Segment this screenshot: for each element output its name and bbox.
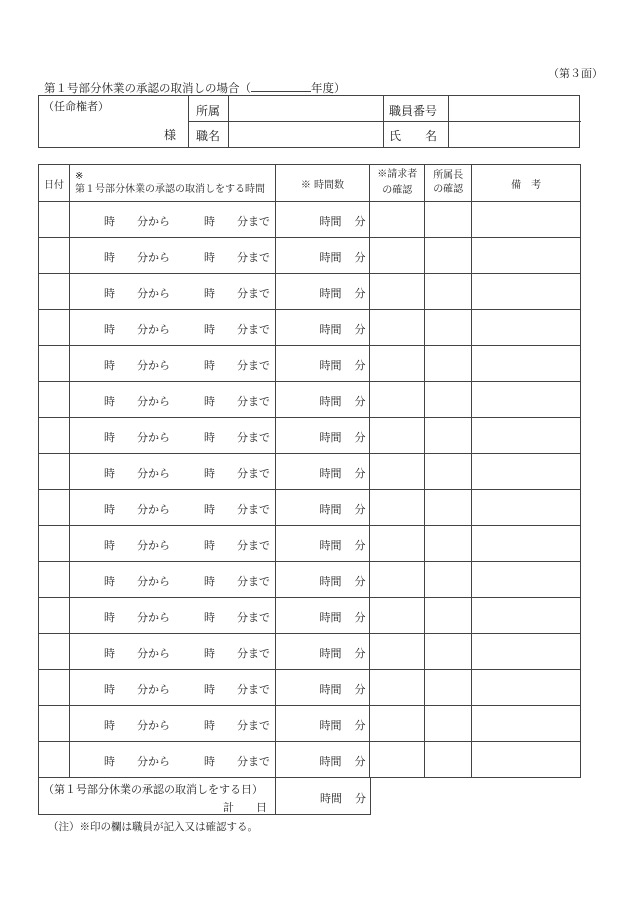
- remarks-cell[interactable]: [472, 346, 581, 382]
- requester-confirm-cell[interactable]: [370, 526, 425, 562]
- time-range-cell[interactable]: 時 分から 時 分まで: [69, 382, 275, 418]
- table-row: [39, 202, 581, 238]
- hours-cell[interactable]: 時間 分: [275, 310, 370, 346]
- hours-cell[interactable]: 時間 分: [275, 346, 370, 382]
- head-confirm-cell[interactable]: [425, 454, 472, 490]
- table-row: [39, 526, 581, 562]
- affiliation-label: 所属: [196, 104, 221, 118]
- table-row: [39, 310, 581, 346]
- hours-cell[interactable]: 時間 分: [275, 382, 370, 418]
- date-cell[interactable]: [39, 490, 70, 526]
- hours-cell[interactable]: 時間 分: [275, 238, 370, 274]
- remarks-cell[interactable]: [472, 742, 581, 778]
- remarks-cell[interactable]: [472, 562, 581, 598]
- applicant-info-table: [38, 95, 580, 148]
- requester-confirm-cell[interactable]: [370, 634, 425, 670]
- remarks-cell[interactable]: [472, 202, 581, 238]
- table-row: [39, 742, 581, 778]
- total-hours-cell[interactable]: 時間 分: [275, 777, 371, 815]
- remarks-cell[interactable]: [472, 418, 581, 454]
- head-confirm-cell[interactable]: [425, 562, 472, 598]
- head-confirm-cell[interactable]: [425, 670, 472, 706]
- total-days-label: （第１号部分休業の承認の取消しをする日）: [43, 783, 263, 796]
- head-confirm-cell[interactable]: [425, 598, 472, 634]
- requester-confirm-cell[interactable]: [370, 346, 425, 382]
- date-cell[interactable]: [39, 346, 70, 382]
- hours-cell[interactable]: 時間 分: [275, 670, 370, 706]
- remarks-cell[interactable]: [472, 238, 581, 274]
- head-confirm-cell[interactable]: [425, 490, 472, 526]
- table-row: [39, 238, 581, 274]
- name-field[interactable]: [448, 122, 581, 147]
- requester-confirm-cell[interactable]: [370, 418, 425, 454]
- hours-cell[interactable]: 時間 分: [275, 454, 370, 490]
- time-range-cell[interactable]: 時 分から 時 分まで: [69, 634, 275, 670]
- time-range-cell[interactable]: 時 分から 時 分まで: [69, 490, 275, 526]
- hours-cell[interactable]: 時間 分: [275, 490, 370, 526]
- requester-confirm-cell[interactable]: [370, 274, 425, 310]
- head-confirm-cell[interactable]: [425, 346, 472, 382]
- staff-number-field[interactable]: [448, 96, 581, 121]
- table-row: [39, 562, 581, 598]
- table-row: [39, 490, 581, 526]
- time-range-cell[interactable]: 時 分から 時 分まで: [69, 562, 275, 598]
- date-cell[interactable]: [39, 310, 70, 346]
- requester-confirm-cell[interactable]: [370, 310, 425, 346]
- form-title: 第１号部分休業の承認の取消しの場合（ 年度）: [44, 81, 346, 95]
- cancellation-table: [38, 164, 581, 778]
- requester-confirm-cell[interactable]: [370, 706, 425, 742]
- remarks-cell[interactable]: [472, 454, 581, 490]
- requester-confirm-cell[interactable]: [370, 562, 425, 598]
- remarks-cell[interactable]: [472, 706, 581, 742]
- date-cell[interactable]: [39, 274, 70, 310]
- total-days-cell: [38, 777, 276, 815]
- time-range-cell[interactable]: 時 分から 時 分まで: [69, 418, 275, 454]
- note: （注）※印の欄は職員が記入又は確認する。: [48, 821, 258, 833]
- date-cell[interactable]: [39, 706, 70, 742]
- time-range-cell[interactable]: 時 分から 時 分まで: [69, 274, 275, 310]
- remarks-cell[interactable]: [472, 670, 581, 706]
- hours-cell[interactable]: 時間 分: [275, 274, 370, 310]
- table-row: [39, 670, 581, 706]
- requester-confirm-cell[interactable]: [370, 382, 425, 418]
- time-header: ※ 第１号部分休業の承認の取消しをする時間: [69, 165, 275, 202]
- staff-number-label: 職員番号: [389, 104, 438, 118]
- table-row: [39, 346, 581, 382]
- time-range-cell[interactable]: 時 分から 時 分まで: [69, 706, 275, 742]
- hours-cell[interactable]: 時間 分: [275, 598, 370, 634]
- requester-confirm-cell[interactable]: [370, 670, 425, 706]
- head-confirm-cell[interactable]: [425, 526, 472, 562]
- time-range-cell[interactable]: 時 分から 時 分まで: [69, 526, 275, 562]
- time-range-cell[interactable]: 時 分から 時 分まで: [69, 346, 275, 382]
- remarks-cell[interactable]: [472, 274, 581, 310]
- head-confirm-cell[interactable]: [425, 274, 472, 310]
- table-row: [39, 454, 581, 490]
- table-row: [39, 418, 581, 454]
- remarks-cell[interactable]: [472, 382, 581, 418]
- affiliation-field[interactable]: [229, 96, 383, 121]
- requester-confirm-cell[interactable]: [370, 490, 425, 526]
- date-cell[interactable]: [39, 598, 70, 634]
- page-label: （第３面）: [548, 67, 603, 80]
- hours-cell[interactable]: 時間 分: [275, 202, 370, 238]
- hours-cell[interactable]: 時間 分: [275, 706, 370, 742]
- hours-header: ※ 時間数: [275, 165, 370, 202]
- date-cell[interactable]: [39, 418, 70, 454]
- total-days-text: 計 日: [223, 801, 267, 814]
- time-range-cell[interactable]: 時 分から 時 分まで: [69, 238, 275, 274]
- remarks-cell[interactable]: [472, 598, 581, 634]
- date-cell[interactable]: [39, 742, 70, 778]
- head-confirm-cell[interactable]: [425, 742, 472, 778]
- requester-confirm-header: ※請求者 の確認: [370, 165, 425, 202]
- requester-confirm-cell[interactable]: [370, 202, 425, 238]
- remarks-cell[interactable]: [472, 310, 581, 346]
- hours-cell[interactable]: 時間 分: [275, 562, 370, 598]
- hours-cell[interactable]: 時間 分: [275, 634, 370, 670]
- remarks-cell[interactable]: [472, 526, 581, 562]
- table-row: [39, 706, 581, 742]
- position-label: 職名: [196, 129, 221, 143]
- date-cell[interactable]: [39, 634, 70, 670]
- honorific: 様: [163, 128, 176, 142]
- requester-confirm-cell[interactable]: [370, 238, 425, 274]
- head-confirm-cell[interactable]: [425, 706, 472, 742]
- head-confirm-cell[interactable]: [425, 418, 472, 454]
- name-label: 氏 名: [389, 129, 438, 143]
- remarks-cell[interactable]: [472, 634, 581, 670]
- head-confirm-cell[interactable]: [425, 202, 472, 238]
- date-header: 日付: [39, 165, 70, 202]
- requester-confirm-cell[interactable]: [370, 598, 425, 634]
- date-cell[interactable]: [39, 526, 70, 562]
- time-range-cell[interactable]: 時 分から 時 分まで: [69, 454, 275, 490]
- time-range-cell[interactable]: 時 分から 時 分まで: [69, 310, 275, 346]
- header-row: [39, 165, 581, 202]
- table-row: [39, 274, 581, 310]
- date-cell[interactable]: [39, 454, 70, 490]
- table-row: [39, 382, 581, 418]
- table-row: [39, 634, 581, 670]
- hours-cell[interactable]: 時間 分: [275, 742, 370, 778]
- head-confirm-cell[interactable]: [425, 310, 472, 346]
- date-cell[interactable]: [39, 202, 70, 238]
- hours-cell[interactable]: 時間 分: [275, 418, 370, 454]
- date-cell[interactable]: [39, 562, 70, 598]
- date-cell[interactable]: [39, 238, 70, 274]
- position-field[interactable]: [229, 122, 383, 147]
- requester-confirm-cell[interactable]: [370, 742, 425, 778]
- time-range-cell[interactable]: 時 分から 時 分まで: [69, 202, 275, 238]
- head-confirm-header: 所属長 の確認: [425, 165, 472, 202]
- remarks-cell[interactable]: [472, 490, 581, 526]
- time-range-cell[interactable]: 時 分から 時 分まで: [69, 598, 275, 634]
- date-cell[interactable]: [39, 382, 70, 418]
- table-row: [39, 598, 581, 634]
- head-confirm-cell[interactable]: [425, 382, 472, 418]
- head-confirm-cell[interactable]: [425, 634, 472, 670]
- hours-cell[interactable]: 時間 分: [275, 526, 370, 562]
- date-cell[interactable]: [39, 670, 70, 706]
- requester-confirm-cell[interactable]: [370, 454, 425, 490]
- appointer-label: （任命権者）: [43, 100, 109, 113]
- time-range-cell[interactable]: 時 分から 時 分まで: [69, 742, 275, 778]
- time-range-cell[interactable]: 時 分から 時 分まで: [69, 670, 275, 706]
- remarks-header: 備 考: [472, 165, 581, 202]
- head-confirm-cell[interactable]: [425, 238, 472, 274]
